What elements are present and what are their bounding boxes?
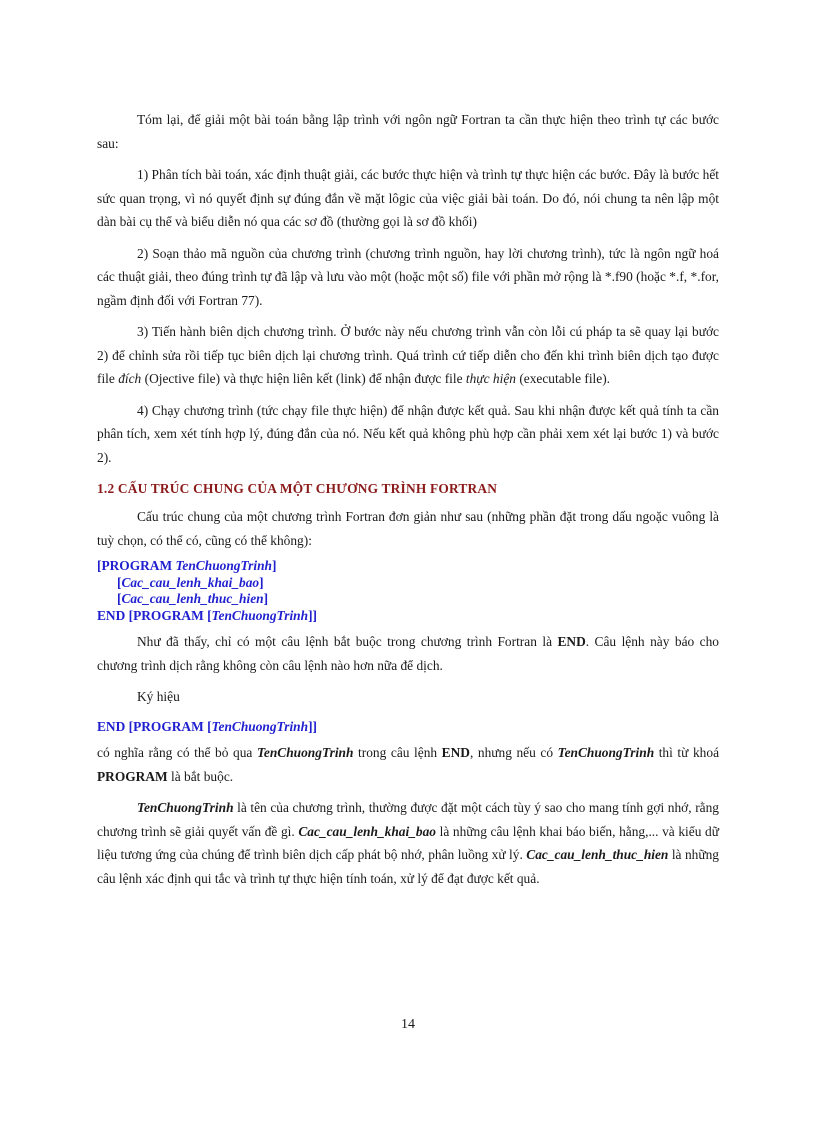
step-4-paragraph: 4) Chạy chương trình (tức chạy file thực hiện) để nhận được kết quả. Sau khi nhận được kết quả tính ta cần phân tích, xem xét tính hợp lý, đúng đắn của nó. Nếu kết quả không phù hợp cần phải xem xét lại bước 1) và bước 2). xyxy=(97,402,719,465)
emphasis-thuc-hien: thực hiện xyxy=(465,371,516,386)
step-3-paragraph: 3) Tiến hành biên dịch chương trình. Ở bước này nếu chương trình vẫn còn lỗi cú pháp ta sẽ quay lại bước 2) để chỉnh sửa rồi tiếp tục biên dịch lại chương trình. Quá trình cứ tiếp diễn cho đến khi trình biên dịch tạo được file đích (Ojective file) và thực hiện liên kết (link) để nhận được file thực hiện (executable file). xyxy=(97,324,719,386)
emphasis-dich: đích xyxy=(118,371,142,386)
step-1-paragraph: 1) Phân tích bài toán, xác định thuật giải, các bước thực hiện và trình tự thực hiện các bước. Đây là bước hết sức quan trọng, vì nó quyết định sự đúng đắn về mặt lôgic của việc giải bài toán. Do đó, nói chung ta nên lập một dàn bài cụ thể và biểu diễn nó qua các sơ đồ (thường gọi là sơ đồ khối) xyxy=(97,167,719,229)
end-paragraph: Như đã thấy, chỉ có một câu lệnh bắt buộc trong chương trình Fortran là END. Câu lệnh này báo cho chương trình dịch rằng không còn câu lệnh nào hơn nữa để dịch. xyxy=(97,634,719,673)
code-line-1: [PROGRAM TenChuongTrinh] xyxy=(97,558,277,573)
structure-paragraph: Cấu trúc chung của một chương trình Fortran đơn giản như sau (những phần đặt trong dấu ngoặc vuông là tuỳ chọn, có thể có, cũng có thể không): xyxy=(97,509,719,548)
page-body xyxy=(97,108,719,890)
notation-label: Ký hiệu xyxy=(137,689,180,704)
intro-paragraph: Tóm lại, để giải một bài toán bằng lập trình với ngôn ngữ Fortran ta cần thực hiện theo trình tự các bước sau: xyxy=(97,112,719,151)
section-heading: 1.2 CẤU TRÚC CHUNG CỦA MỘT CHƯƠNG TRÌNH FORTRAN xyxy=(97,481,498,496)
code-line-4: END [PROGRAM [TenChuongTrinh]] xyxy=(97,607,317,623)
code-line-3: [Cac_cau_lenh_thuc_hien] xyxy=(117,591,269,606)
code-block xyxy=(97,558,719,624)
page-number: 14 xyxy=(401,1017,415,1032)
step-2-paragraph: 2) Soạn thảo mã nguồn của chương trình (chương trình nguồn, hay lời chương trình), tức là ngôn ngữ hoá các thuật giải, theo đúng trình tự đã lập và lưu vào một (hoặc một số) file với phần mở rộng là *.f90 (hoặc *.f, *.for, ngầm định đối với Fortran 77). xyxy=(97,245,719,308)
code-line-end: END [PROGRAM [TenChuongTrinh]] xyxy=(97,718,317,734)
meaning-paragraph: có nghĩa rằng có thể bỏ qua TenChuongTrinh trong câu lệnh END, nhưng nếu có TenChuongTrinh thì từ khoá PROGRAM là bắt buộc. xyxy=(97,745,720,784)
code-line-2: [Cac_cau_lenh_khai_bao] xyxy=(117,574,264,590)
description-paragraph: TenChuongTrinh là tên của chương trình, thường được đặt một cách tùy ý sao cho mang tính gợi nhớ, rằng chương trình sẽ giải quyết vấn đề gì. Cac_cau_lenh_khai_bao là những câu lệnh khai báo biến, hằng,... và kiểu dữ liệu tương ứng của chúng để trình biên dịch cấp phát bộ nhớ, phân luồng xử lý. Cac_cau_lenh_thuc_hien là những câu lệnh xác định qui tắc và trình tự thực hiện tính toán, xử lý để đạt được kết quả. xyxy=(97,800,719,886)
